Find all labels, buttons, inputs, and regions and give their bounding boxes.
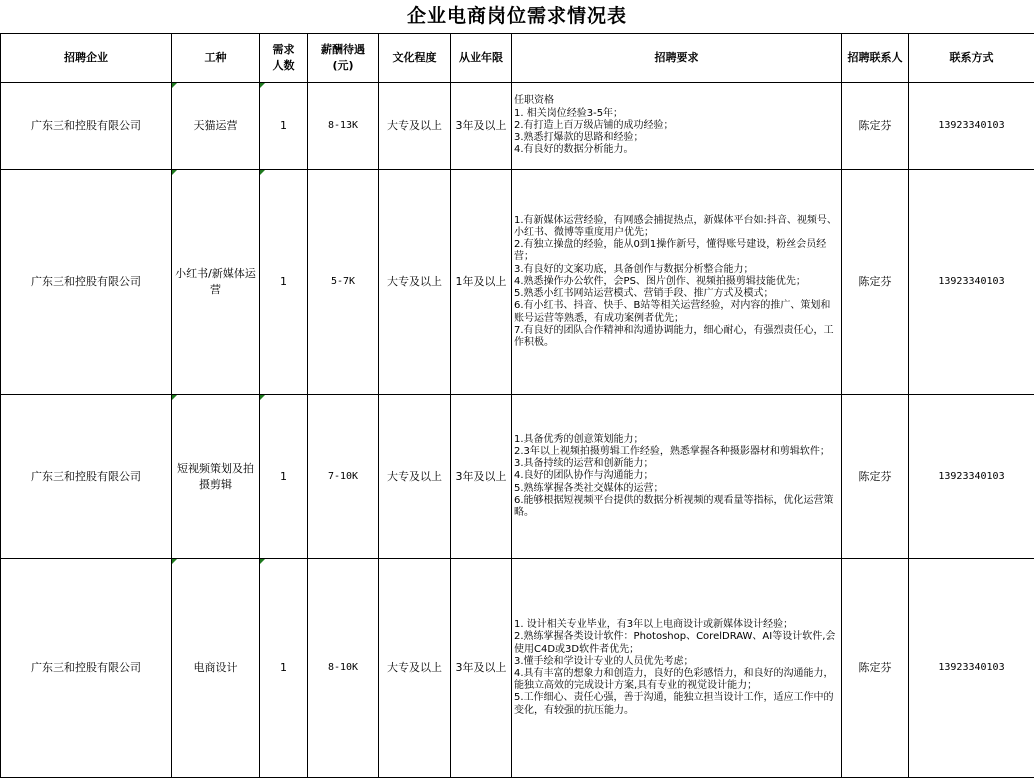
table-row xyxy=(1,559,1034,778)
requirement-line: 1. 相关岗位经验3-5年； xyxy=(514,108,839,120)
header-count: 需求人数 xyxy=(260,34,308,83)
cell-salary: 8-13K xyxy=(308,83,379,170)
requirement-line: 1.具备优秀的创意策划能力； xyxy=(514,434,839,446)
requirement-line: 4.有良好的数据分析能力。 xyxy=(514,144,839,156)
cell-contact: 陈定芬 xyxy=(842,559,909,778)
cell-requirements xyxy=(512,83,842,170)
cell-count: 1 xyxy=(260,83,308,170)
header-phone: 联系方式 xyxy=(909,34,1034,83)
cell-company: 广东三和控股有限公司 xyxy=(1,170,172,395)
cell-phone: 13923340103 xyxy=(909,395,1034,559)
header-company: 招聘企业 xyxy=(1,34,172,83)
requirement-line: 6.有小红书、抖音、快手、B站等相关运营经验，对内容的推广、策划和账号运营等熟悉，有成功案例者优先； xyxy=(514,300,839,324)
table-row xyxy=(1,395,1034,559)
job-demand-table xyxy=(0,33,1034,778)
page-title: 企业电商岗位需求情况表 xyxy=(0,0,1034,33)
cell-phone: 13923340103 xyxy=(909,83,1034,170)
cell-contact: 陈定芬 xyxy=(842,395,909,559)
cell-count: 1 xyxy=(260,559,308,778)
header-salary: 薪酬待遇(元) xyxy=(308,34,379,83)
header-contact: 招聘联系人 xyxy=(842,34,909,83)
requirement-line: 2.3年以上视频拍摄剪辑工作经验，熟悉掌握各种摄影器材和剪辑软件； xyxy=(514,446,839,458)
requirement-line: 5.工作细心、责任心强，善于沟通，能独立担当设计工作，适应工作中的变化，有较强的抗压能力。 xyxy=(514,692,839,716)
header-position: 工种 xyxy=(172,34,260,83)
cell-salary: 8-10K xyxy=(308,559,379,778)
cell-education: 大专及以上 xyxy=(379,559,451,778)
cell-salary: 7-10K xyxy=(308,395,379,559)
requirement-line: 5.熟练掌握各类社交媒体的运营； xyxy=(514,483,839,495)
cell-company: 广东三和控股有限公司 xyxy=(1,559,172,778)
header-education: 文化程度 xyxy=(379,34,451,83)
cell-requirements xyxy=(512,559,842,778)
requirement-line: 5.熟悉小红书网站运营模式、营销手段、推广方式及模式； xyxy=(514,288,839,300)
cell-experience: 3年及以上 xyxy=(451,83,512,170)
requirement-line: 任职资格 xyxy=(514,95,839,107)
cell-contact: 陈定芬 xyxy=(842,170,909,395)
cell-company: 广东三和控股有限公司 xyxy=(1,83,172,170)
cell-experience: 1年及以上 xyxy=(451,170,512,395)
requirement-line: 1. 设计相关专业毕业，有3年以上电商设计或新媒体设计经验； xyxy=(514,619,839,631)
requirement-line: 2.有打造上百万级店铺的成功经验； xyxy=(514,120,839,132)
cell-education: 大专及以上 xyxy=(379,170,451,395)
requirement-line: 6.能够根据短视频平台提供的数据分析视频的观看量等指标，优化运营策略。 xyxy=(514,495,839,519)
cell-position: 天猫运营 xyxy=(172,83,260,170)
cell-count: 1 xyxy=(260,395,308,559)
requirement-line: 2.有独立操盘的经验，能从0到1操作新号，懂得账号建设，粉丝会员经营； xyxy=(514,239,839,263)
header-requirements: 招聘要求 xyxy=(512,34,842,83)
table-row xyxy=(1,170,1034,395)
requirement-line: 2.熟练掌握各类设计软件：Photoshop、CorelDRAW、AI等设计软件,会使用C4D或3D软件者优先； xyxy=(514,631,839,655)
table-row xyxy=(1,83,1034,170)
cell-experience: 3年及以上 xyxy=(451,395,512,559)
requirement-line: 7.有良好的团队合作精神和沟通协调能力，细心耐心，有强烈责任心，工作积极。 xyxy=(514,325,839,349)
cell-position: 电商设计 xyxy=(172,559,260,778)
cell-requirements xyxy=(512,395,842,559)
requirement-line: 3.具备持续的运营和创新能力； xyxy=(514,458,839,470)
cell-salary: 5-7K xyxy=(308,170,379,395)
requirement-line: 4.良好的团队协作与沟通能力； xyxy=(514,470,839,482)
requirement-line: 4.熟悉操作办公软件，会PS、图片创作、视频拍摄剪辑技能优先； xyxy=(514,276,839,288)
cell-contact: 陈定芬 xyxy=(842,83,909,170)
cell-education: 大专及以上 xyxy=(379,83,451,170)
requirement-line: 3.有良好的文案功底，具备创作与数据分析整合能力； xyxy=(514,264,839,276)
cell-position: 短视频策划及拍摄剪辑 xyxy=(172,395,260,559)
cell-phone: 13923340103 xyxy=(909,170,1034,395)
header-experience: 从业年限 xyxy=(451,34,512,83)
header-row xyxy=(1,34,1034,83)
requirement-line: 3.懂手绘和学设计专业的人员优先考虑； xyxy=(514,656,839,668)
requirement-line: 1.有新媒体运营经验，有网感会捕捉热点，新媒体平台如:抖音、视频号、小红书、微博等重度用户优先； xyxy=(514,215,839,239)
cell-requirements xyxy=(512,170,842,395)
requirement-line: 3.熟悉打爆款的思路和经验； xyxy=(514,132,839,144)
cell-company: 广东三和控股有限公司 xyxy=(1,395,172,559)
cell-education: 大专及以上 xyxy=(379,395,451,559)
cell-phone: 13923340103 xyxy=(909,559,1034,778)
cell-experience: 3年及以上 xyxy=(451,559,512,778)
cell-position: 小红书/新媒体运营 xyxy=(172,170,260,395)
cell-count: 1 xyxy=(260,170,308,395)
requirement-line: 4.具有丰富的想象力和创造力，良好的色彩感悟力，和良好的沟通能力，能独立高效的完成设计方案,具有专业的视觉设计能力； xyxy=(514,668,839,692)
